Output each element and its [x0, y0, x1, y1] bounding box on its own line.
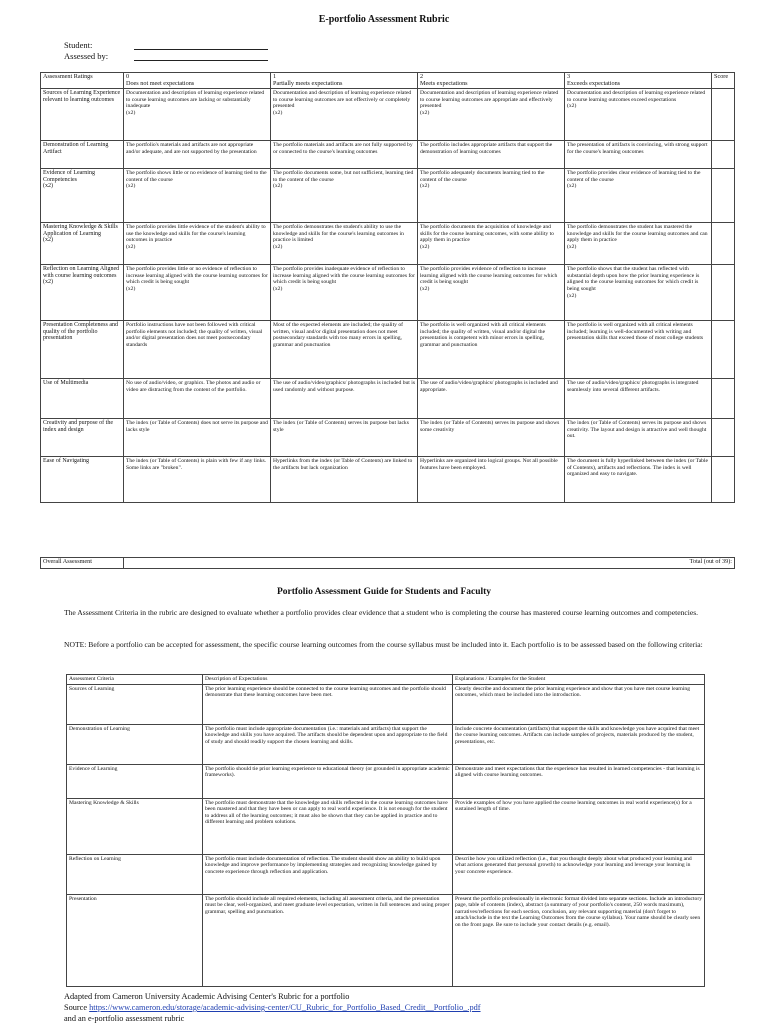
rating-cell-2 — [418, 379, 565, 419]
level-label: Partially meets expectations — [273, 79, 343, 87]
criterion-label: Demonstration of Learning Artifact — [43, 142, 109, 155]
level-label: Meets expectations — [420, 79, 468, 87]
rating-cell-3 — [565, 223, 712, 265]
level-number: 1 — [273, 73, 277, 80]
rating-weight: (x2) — [420, 109, 430, 116]
header-assessment-ratings: Assessment Ratings — [41, 73, 124, 89]
rubric-row — [41, 419, 735, 457]
rubric-row — [41, 321, 735, 379]
rating-cell-1 — [271, 419, 418, 457]
rating-description: The document is fully hyperlinked between the index (or Table of Contents), artifacts and reflections. The index is well organized and easy to navigate. — [567, 458, 709, 478]
assessed-line — [64, 51, 268, 61]
rating-description: Portfolio instructions have not been followed with critical portfolio elements not included; the quality of written, visual and/or digital presentation does not meet postsecondary standards — [126, 322, 263, 348]
criterion-weight: (x2) — [43, 183, 53, 190]
guide-criterion: Mastering Knowledge & Skills — [67, 798, 203, 854]
score-cell[interactable] — [712, 89, 735, 141]
rating-cell-1 — [271, 265, 418, 321]
rating-description: The index (or Table of Contents) serves its purpose and shows creativity. The layout and design is attractive and well thought out. — [567, 420, 707, 440]
rating-cell-0 — [124, 419, 271, 457]
rating-description: Documentation and description of learning experience related to course learning outcomes exceed expectations — [567, 90, 706, 103]
rating-cell-1 — [271, 223, 418, 265]
level-label: Does not meet expectations — [126, 79, 195, 87]
rating-description: The portfolio provides little evidence of the student's ability to use the knowledge and skills for the course's learning outcomes in practice — [126, 224, 266, 244]
guide-criterion: Evidence of Learning — [67, 764, 203, 798]
assessed-field[interactable] — [134, 53, 268, 61]
rating-cell-3 — [565, 169, 712, 223]
score-cell[interactable] — [712, 379, 735, 419]
rating-cell-0 — [124, 321, 271, 379]
rating-weight: (x2) — [567, 103, 577, 110]
criterion-weight: (x2) — [43, 237, 53, 244]
guide-row — [67, 854, 705, 894]
rating-cell-1 — [271, 457, 418, 503]
rating-cell-1 — [271, 321, 418, 379]
footer-adapted: Adapted from Cameron University Academic Advising Center's Rubric for a portfolio — [64, 992, 350, 1001]
rubric-row — [41, 89, 735, 141]
footer-source-link[interactable]: https://www.cameron.edu/storage/academic-advising-center/CU_Rubric_for_Portfolio_Based_Credit__Portfolio_.pdf — [89, 1003, 481, 1012]
level-number: 2 — [420, 73, 424, 80]
rating-cell-3 — [565, 141, 712, 169]
rating-description: The use of audio/video/graphics/ photographs is included and appropriate. — [420, 380, 558, 393]
criterion-cell — [41, 321, 124, 379]
guide-criterion: Sources of Learning — [67, 684, 203, 724]
level-number: 0 — [126, 73, 130, 80]
rating-description: The portfolio provides clear evidence of learning tied to the content of the course — [567, 170, 701, 183]
criterion-label: Ease of Navigating — [43, 458, 89, 465]
rating-description: The portfolio shows that the student has reflected with substantial depth upon how the prior learning experience is aligned to the course learning outcomes for which credit is being sought — [567, 266, 700, 292]
footer-source-label: Source — [64, 1003, 88, 1012]
rubric-row — [41, 223, 735, 265]
guide-explanation: Demonstrate and meet expectations that the experience has resulted in learned competencies - that learning is aligned with course learning outcomes. — [453, 764, 705, 798]
criterion-cell — [41, 457, 124, 503]
criterion-label: Evidence of Learning Competencies — [43, 170, 95, 183]
rubric-row — [41, 379, 735, 419]
score-cell[interactable] — [712, 141, 735, 169]
guide-explanation: Describe how you utilized reflection (i.e., that you thought deeply about what produced your learning and what actions generated that personal growth) to acknowledge your learning and leverage your learning in your concrete experience. — [453, 854, 705, 894]
guide-criterion: Presentation — [67, 894, 203, 986]
rating-cell-0 — [124, 89, 271, 141]
guide-intro-paragraph: The Assessment Criteria in the rubric are designed to evaluate whether a portfolio provides clear evidence that a student who is completing the course has mastered course learning outcomes and competencies. — [64, 608, 699, 617]
rating-description: The portfolio materials and artifacts are not fully supported by or connected to the course's learning outcomes — [273, 142, 413, 155]
criterion-label: Creativity and purpose of the index and design — [43, 420, 113, 433]
criterion-cell — [41, 223, 124, 265]
rating-cell-3 — [565, 89, 712, 141]
rating-description: The portfolio provides inadequate evidence of reflection to increase learning aligned with the course learning outcomes for which credit is being sought — [273, 266, 415, 286]
criterion-label: Sources of Learning Experience relevant to learning outcomes — [43, 90, 121, 103]
rating-description: The index (or Table of Contents) does not serve its purpose and lacks style — [126, 420, 268, 433]
guide-header-row — [67, 675, 705, 685]
criterion-label: Reflection on Learning Aligned with course learning outcomes — [43, 266, 120, 279]
guide-explanation: Include concrete documentation (artifacts) that support the skills and knowledge you have acquired that meet the course learning outcomes. Artifacts can include samples of projects, materials produced by the student, presentations, etc. — [453, 724, 705, 764]
criterion-cell — [41, 89, 124, 141]
guide-description: The portfolio should include all required elements, including all assessment criteria, and the presentation must be clear, well-organized, and meet graduate level expectation, written in full sentences and using proper grammar, spelling and punctuation. — [203, 894, 453, 986]
rating-description: The portfolio's materials and artifacts are not appropriate and/or adequate, and are not supported by the presentation — [126, 142, 257, 155]
guide-note-paragraph: NOTE: Before a portfolio can be accepted for assessment, the specific course learning outcomes from the course syllabus must be included into it. Each portfolio is to be assessed based on the following criteria: — [64, 640, 703, 649]
rating-cell-0 — [124, 379, 271, 419]
guide-description: The portfolio must demonstrate that the knowledge and skills reflected in the course learning outcomes have been mastered and that they have been or can apply to real world experience. It is not enough for the student to address all of the learning outcomes; it must also be shown that they can be applied in practice and to different learning and problem solutions. — [203, 798, 453, 854]
rating-cell-2 — [418, 265, 565, 321]
rating-cell-2 — [418, 223, 565, 265]
guide-criterion: Demonstration of Learning — [67, 724, 203, 764]
guide-row — [67, 894, 705, 986]
rubric-table — [40, 72, 735, 503]
guide-title: Portfolio Assessment Guide for Students and Faculty — [276, 587, 492, 597]
guide-header-0: Assessment Criteria — [67, 675, 203, 685]
rating-description: The presentation of artifacts is convincing, with strong support for the course's learning outcomes — [567, 142, 708, 155]
guide-row — [67, 798, 705, 854]
rating-cell-3 — [565, 457, 712, 503]
rating-description: No use of audio/video, or graphics. The photos and audio or video are distracting from the content of the portfolio. — [126, 380, 261, 393]
rating-weight: (x2) — [273, 183, 283, 190]
guide-row — [67, 684, 705, 724]
rating-description: The portfolio shows little or no evidence of learning tied to the content of the course — [126, 170, 267, 183]
overall-label: Overall Assessment — [41, 558, 124, 569]
rating-cell-0 — [124, 265, 271, 321]
rating-cell-0 — [124, 169, 271, 223]
rating-cell-1 — [271, 379, 418, 419]
student-label: Student: — [64, 40, 93, 50]
criterion-cell — [41, 419, 124, 457]
rating-cell-0 — [124, 141, 271, 169]
guide-row — [67, 764, 705, 798]
guide-description: The portfolio must include documentation of reflection. The student should show an ability to build upon knowledge and improve performance by implementing strategies and recognizing knowledge gained by concrete experience through reflection and application. — [203, 854, 453, 894]
rating-description: Documentation and description of learning experience related to course learning outcomes are lacking or substantially inadequate — [126, 90, 265, 110]
rating-weight: (x2) — [567, 243, 577, 250]
student-field[interactable] — [134, 42, 268, 50]
assessed-label: Assessed by: — [64, 51, 109, 61]
rating-description: The portfolio provides little or no evidence of reflection to increase learning aligned with the course learning outcomes for which credit is being sought — [126, 266, 268, 286]
rating-description: Hyperlinks are organized into logical groups. Not all possible features have been employed. — [420, 458, 558, 471]
rating-cell-0 — [124, 457, 271, 503]
rating-description: The portfolio documents some, but not sufficient, learning tied to the content of the course — [273, 170, 414, 183]
guide-explanation: Present the portfolio professionally in electronic format divided into separate sections. Include an introductory page, table of contents (index), abstract (a summary of your portfolio's content, 250 words maximum), narratives/reflections for each section, conclusion, any relevant supporting material (don't forget to attach/include in the text the Learning Outcomes from the course syllabus). Your name should be clearly seen on the front page. Be sure to include your contact details (e.g. email). — [453, 894, 705, 986]
rating-weight: (x2) — [126, 183, 136, 190]
criterion-label: Presentation Completeness and quality of the portfolio presentation — [43, 322, 118, 342]
guide-description: The prior learning experience should be connected to the course learning outcomes and the portfolio should demonstrate that these learning outcomes have been met. — [203, 684, 453, 724]
rating-cell-3 — [565, 265, 712, 321]
rating-weight: (x2) — [273, 243, 283, 250]
rating-cell-1 — [271, 89, 418, 141]
criterion-cell — [41, 265, 124, 321]
score-cell[interactable] — [712, 457, 735, 503]
rating-cell-1 — [271, 169, 418, 223]
rating-description: The portfolio provides evidence of reflection to increase learning aligned with the course learning outcomes for which credit is being sought — [420, 266, 558, 286]
guide-explanation: Clearly describe and document the prior learning experience and show that you have met course learning outcomes, which must be included into the introduction. — [453, 684, 705, 724]
header-level-1 — [271, 73, 418, 89]
rating-description: The portfolio includes appropriate artifacts that support the demonstration of learning outcomes — [420, 142, 553, 155]
criterion-cell — [41, 141, 124, 169]
rating-description: The portfolio is well organized with all critical elements included; the quality of written, visual and/or digital the presentation is competent with minor errors in spelling, grammar and punctuation — [420, 322, 546, 348]
rubric-row — [41, 265, 735, 321]
rating-description: The use of audio/video/graphics/ photographs is integrated seamlessly into several different artifacts. — [567, 380, 699, 393]
rating-description: Documentation and description of learning experience related to course learning outcomes are not effectively or completely presented — [273, 90, 412, 110]
rating-weight: (x2) — [420, 183, 430, 190]
student-line — [64, 40, 268, 50]
rating-description: The index (or Table of Contents) serves its purpose and shows some creativity — [420, 420, 560, 433]
guide-description: The portfolio must include appropriate documentation (i.e.: materials and artifacts) that support the knowledge and skills you have acquired. The artifacts should be dependent upon and appropriate to the field of study and should readily support the chosen learning and skills. — [203, 724, 453, 764]
rating-description: The use of audio/video/graphics/ photographs is included but is used randomly and without purpose. — [273, 380, 415, 393]
rating-description: Hyperlinks from the index (or Table of Contents) are linked to the artifacts but lack organization — [273, 458, 413, 471]
rating-weight: (x2) — [126, 285, 136, 292]
rating-weight: (x2) — [567, 183, 577, 190]
rating-cell-3 — [565, 321, 712, 379]
footer-rubric-line: and an e-portfolio assessment rubric — [64, 1014, 185, 1023]
guide-header-2: Explanations / Examples for the Student — [453, 675, 705, 685]
rating-weight: (x2) — [420, 243, 430, 250]
criterion-label: Mastering Knowledge & Skills Application of Learning — [43, 224, 118, 237]
rating-description: The portfolio demonstrates the student's ability to use the knowledge and skills for the course's learning outcomes in practice is limited — [273, 224, 404, 244]
level-number: 3 — [567, 73, 571, 80]
rating-weight: (x2) — [273, 109, 283, 116]
criterion-cell — [41, 169, 124, 223]
rubric-row — [41, 141, 735, 169]
level-label: Exceeds expectations — [567, 79, 621, 87]
score-cell[interactable] — [712, 321, 735, 379]
rating-weight: (x2) — [126, 109, 136, 116]
rating-weight: (x2) — [420, 285, 430, 292]
rating-weight: (x2) — [126, 243, 136, 250]
score-cell[interactable] — [712, 223, 735, 265]
criterion-cell — [41, 379, 124, 419]
rating-description: The index (or Table of Contents) serves its purpose but lacks style — [273, 420, 409, 433]
rating-weight: (x2) — [273, 285, 283, 292]
rating-description: Most of the expected elements are included; the quality of written, visual and/or digital presentation does not meet postsecondary standards with too many errors in spelling, grammar and punctuation — [273, 322, 404, 348]
rating-description: The index (or Table of Contents) is plain with few if any links. Some links are "broken". — [126, 458, 267, 471]
rating-description: The portfolio demonstrates the student has mastered the knowledge and skills for the course learning outcomes and can apply them in practice — [567, 224, 708, 244]
rating-weight: (x2) — [567, 292, 577, 299]
rating-cell-2 — [418, 419, 565, 457]
header-level-2 — [418, 73, 565, 89]
rating-cell-2 — [418, 169, 565, 223]
guide-criterion: Reflection on Learning — [67, 854, 203, 894]
score-cell[interactable] — [712, 169, 735, 223]
guide-explanation: Provide examples of how you have applied the course learning outcomes in real world experience(s) for a sustained length of time. — [453, 798, 705, 854]
criterion-weight: (x2) — [43, 279, 53, 286]
overall-total: Total (out of 39): — [124, 558, 735, 569]
rating-description: The portfolio adequately documents learning tied to the content of the course — [420, 170, 545, 183]
rubric-title: E-portfolio Assessment Rubric — [318, 14, 450, 25]
criterion-label: Use of Multimedia — [43, 380, 89, 387]
rubric-header-row — [41, 73, 735, 89]
rating-description: The portfolio documents the acquisition of knowledge and skills for the course learning outcomes, with some ability to apply them in practice — [420, 224, 554, 244]
score-cell[interactable] — [712, 265, 735, 321]
rating-description: The portfolio is well organized with all critical elements included; learning is well-documented with writing and presentation skills that exceed those of most college students — [567, 322, 704, 342]
rating-cell-3 — [565, 419, 712, 457]
rating-cell-2 — [418, 457, 565, 503]
overall-assessment-table — [40, 557, 735, 569]
header-level-0 — [124, 73, 271, 89]
rating-cell-2 — [418, 141, 565, 169]
guide-header-1: Description of Expectations — [203, 675, 453, 685]
rating-description: Documentation and description of learning experience related to course learning outcomes are appropriate and effectively presented — [420, 90, 559, 110]
rubric-row — [41, 169, 735, 223]
rubric-row — [41, 457, 735, 503]
rating-cell-1 — [271, 141, 418, 169]
header-level-3 — [565, 73, 712, 89]
rating-cell-2 — [418, 89, 565, 141]
rating-cell-3 — [565, 379, 712, 419]
score-cell[interactable] — [712, 419, 735, 457]
guide-description: The portfolio should tie prior learning experience to educational theory (or grounded in appropriate academic frameworks). — [203, 764, 453, 798]
rating-cell-2 — [418, 321, 565, 379]
header-score: Score — [712, 73, 735, 89]
guide-table — [66, 674, 705, 987]
guide-row — [67, 724, 705, 764]
rating-cell-0 — [124, 223, 271, 265]
footer-source-line — [64, 1002, 481, 1013]
